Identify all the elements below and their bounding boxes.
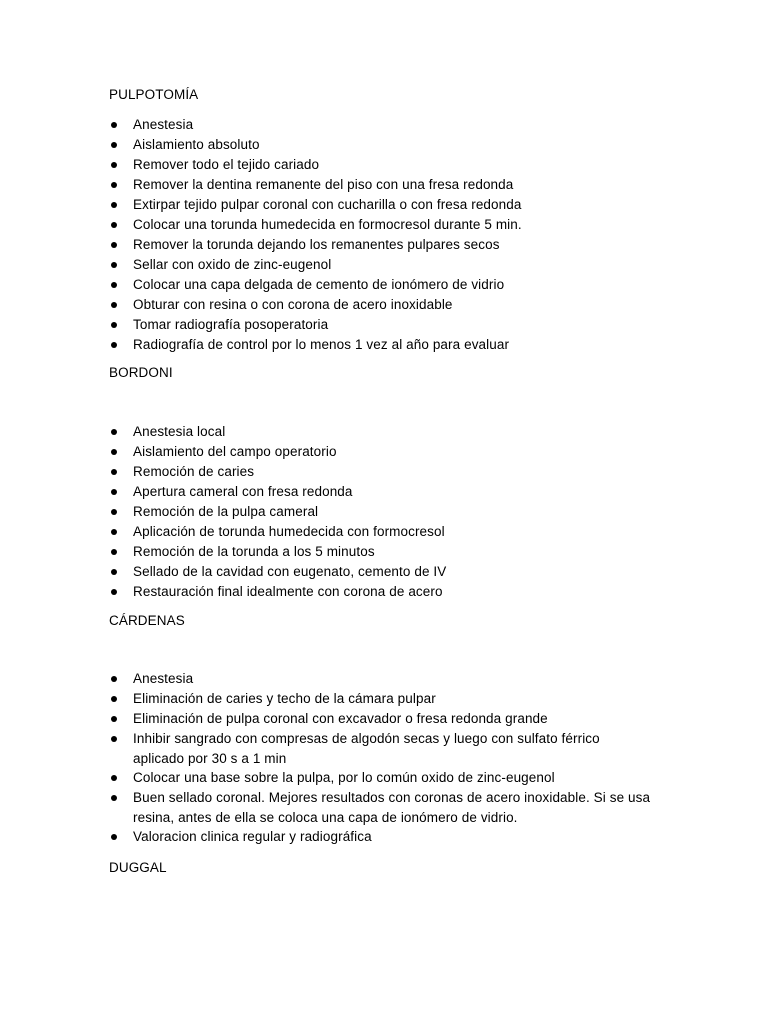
bullet-icon bbox=[111, 509, 117, 515]
list-item: Eliminación de pulpa coronal con excavador o fresa redonda grande bbox=[109, 709, 669, 729]
list-item: Colocar una capa delgada de cemento de ionómero de vidrio bbox=[109, 275, 669, 295]
list-item: Inhibir sangrado con compresas de algodón secas y luego con sulfato férrico aplicado por 30 s a 1 min bbox=[109, 729, 669, 768]
bullet-icon bbox=[111, 716, 117, 722]
bullet-list-cardenas bbox=[109, 669, 669, 847]
list-item: Aplicación de torunda humedecida con formocresol bbox=[109, 522, 669, 542]
list-item: Remover todo el tejido cariado bbox=[109, 155, 669, 175]
bullet-icon bbox=[111, 182, 117, 188]
list-item: Buen sellado coronal. Mejores resultados con coronas de acero inoxidable. Si se usa resina, antes de ella se coloca una capa de ionómero de vidrio. bbox=[109, 788, 669, 827]
section-title-duggal: DUGGAL bbox=[109, 860, 167, 875]
section-title-cardenas: CÁRDENAS bbox=[109, 613, 185, 628]
list-item: Remoción de la torunda a los 5 minutos bbox=[109, 542, 669, 562]
bullet-icon bbox=[111, 222, 117, 228]
bullet-icon bbox=[111, 449, 117, 455]
bullet-icon bbox=[111, 262, 117, 268]
bullet-icon bbox=[111, 549, 117, 555]
bullet-icon bbox=[111, 429, 117, 435]
bullet-icon bbox=[111, 676, 117, 682]
list-item: Remoción de caries bbox=[109, 462, 669, 482]
bullet-list-bordoni bbox=[109, 422, 669, 602]
bullet-icon bbox=[111, 489, 117, 495]
list-item: Sellado de la cavidad con eugenato, cemento de IV bbox=[109, 562, 669, 582]
bullet-icon bbox=[111, 589, 117, 595]
bullet-list-pulpotomia bbox=[109, 115, 669, 355]
bullet-icon bbox=[111, 469, 117, 475]
bullet-icon bbox=[111, 202, 117, 208]
bullet-icon bbox=[111, 696, 117, 702]
bullet-icon bbox=[111, 162, 117, 168]
list-item: Radiografía de control por lo menos 1 vez al año para evaluar bbox=[109, 335, 669, 355]
bullet-icon bbox=[111, 529, 117, 535]
section-title-pulpotomia: PULPOTOMÍA bbox=[109, 87, 199, 102]
list-item: Apertura cameral con fresa redonda bbox=[109, 482, 669, 502]
bullet-icon bbox=[111, 122, 117, 128]
bullet-icon bbox=[111, 142, 117, 148]
list-item: Restauración final idealmente con corona de acero bbox=[109, 582, 669, 602]
list-item: Tomar radiografía posoperatoria bbox=[109, 315, 669, 335]
list-item: Extirpar tejido pulpar coronal con cucharilla o con fresa redonda bbox=[109, 195, 669, 215]
bullet-icon bbox=[111, 795, 117, 801]
section-title-bordoni: BORDONI bbox=[109, 365, 173, 380]
bullet-icon bbox=[111, 736, 117, 742]
list-item: Valoracion clinica regular y radiográfica bbox=[109, 827, 669, 847]
bullet-icon bbox=[111, 342, 117, 348]
list-item: Remover la torunda dejando los remanentes pulpares secos bbox=[109, 235, 669, 255]
bullet-icon bbox=[111, 569, 117, 575]
list-item: Remoción de la pulpa cameral bbox=[109, 502, 669, 522]
bullet-icon bbox=[111, 775, 117, 781]
list-item: Remover la dentina remanente del piso con una fresa redonda bbox=[109, 175, 669, 195]
list-item: Anestesia bbox=[109, 669, 669, 689]
list-item: Colocar una base sobre la pulpa, por lo común oxido de zinc-eugenol bbox=[109, 768, 669, 788]
list-item: Aislamiento del campo operatorio bbox=[109, 442, 669, 462]
bullet-icon bbox=[111, 242, 117, 248]
bullet-icon bbox=[111, 834, 117, 840]
list-item: Anestesia local bbox=[109, 422, 669, 442]
bullet-icon bbox=[111, 322, 117, 328]
bullet-icon bbox=[111, 282, 117, 288]
list-item: Colocar una torunda humedecida en formocresol durante 5 min. bbox=[109, 215, 669, 235]
list-item: Eliminación de caries y techo de la cámara pulpar bbox=[109, 689, 669, 709]
list-item: Anestesia bbox=[109, 115, 669, 135]
list-item: Aislamiento absoluto bbox=[109, 135, 669, 155]
bullet-icon bbox=[111, 302, 117, 308]
list-item: Sellar con oxido de zinc-eugenol bbox=[109, 255, 669, 275]
list-item: Obturar con resina o con corona de acero inoxidable bbox=[109, 295, 669, 315]
